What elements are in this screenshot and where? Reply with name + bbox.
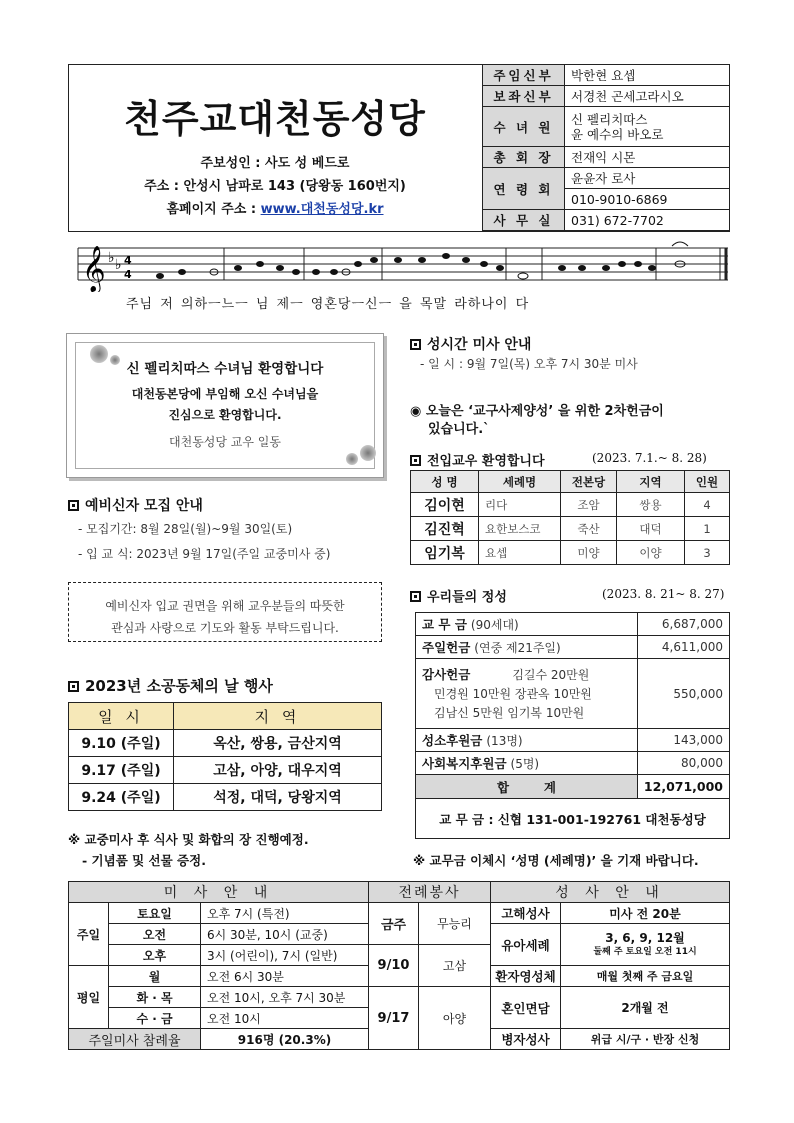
homepage-link[interactable]: www.대천동성당.kr xyxy=(260,202,384,217)
offerings-period: (2023. 8. 21~ 8. 27) xyxy=(602,587,725,601)
serve-group: 아양 xyxy=(419,987,491,1050)
community-day-title xyxy=(68,675,273,696)
teachers-period: (2023. 7.1.~ 8. 28) xyxy=(592,451,707,465)
svg-text:4: 4 xyxy=(124,268,132,281)
mass-time: 오전 10시, 오후 7시 30분 xyxy=(201,987,369,1008)
mass-time: 6시 30분, 10시 (교중) xyxy=(201,924,369,945)
table-row xyxy=(69,730,382,757)
sacrament-detail: 위급 시/구 · 반장 신청 xyxy=(561,1029,730,1050)
cell: 대덕 xyxy=(617,517,685,541)
offering-sub: (5명) xyxy=(510,757,540,771)
parish-title: 천주교대천동성당 xyxy=(124,96,426,141)
offering-amount: 4,611,000 xyxy=(637,636,729,659)
square-bullet-icon xyxy=(410,455,421,466)
table-row xyxy=(416,659,730,729)
cell: 요한보스코 xyxy=(479,517,561,541)
square-bullet-icon xyxy=(68,500,79,511)
staff-name: 신 펠리치따스 xyxy=(571,111,648,127)
sacrament-name: 혼인면담 xyxy=(491,987,561,1029)
staff-row xyxy=(483,147,730,168)
cell: 리다 xyxy=(479,493,561,517)
transfer-note: ※ 교무금 이체시 ‘성명 (세례명)’ 을 기재 바랍니다. xyxy=(413,853,699,868)
offering-amount: 143,000 xyxy=(637,729,729,752)
cell: 죽산 xyxy=(561,517,617,541)
table-row xyxy=(69,987,730,1008)
time-label: 화 · 목 xyxy=(109,987,201,1008)
welcome-inner xyxy=(75,342,375,469)
holy-hour-title xyxy=(410,334,531,354)
community-day-title-text: 2023년 소공동체의 날 행사 xyxy=(85,677,273,695)
cell: 임기복 xyxy=(411,541,479,565)
cell: 조암 xyxy=(561,493,617,517)
table-header-row xyxy=(69,703,382,730)
offering-label-cell xyxy=(416,659,638,729)
staff-role: 연 령 회 xyxy=(483,168,565,210)
weekday-label: 평일 xyxy=(69,966,109,1029)
staff-role: 보좌신부 xyxy=(483,86,565,107)
second-collection-line2: 있습니다.` xyxy=(428,422,490,437)
table-row xyxy=(69,903,730,924)
catechumen-ceremony: - 입 교 식: 2023년 9월 17일(주일 교중미사 중) xyxy=(78,547,331,561)
hymn-score xyxy=(68,236,730,316)
offering-label: 성소후원금 xyxy=(422,733,483,748)
column-header: 세례명 xyxy=(479,471,561,493)
decoration-dot xyxy=(90,345,108,363)
staff-phone: 010-9010-6869 xyxy=(565,189,730,210)
offerings-table xyxy=(415,612,730,839)
sacrament-detail: 미사 전 20분 xyxy=(561,903,730,924)
staff-name: 서경천 곤세고라시오 xyxy=(565,86,730,107)
serve-date: 9/10 xyxy=(369,945,419,987)
catechumen-note-line1: 예비신자 입교 권면을 위해 교우분들의 따뜻한 xyxy=(105,599,345,613)
sunday-label: 주일 xyxy=(69,903,109,966)
welcome-line2: 진심으로 환영합니다. xyxy=(168,408,282,422)
account-info: 교 무 금 : 신협 131-001-192761 대천동성당 xyxy=(416,799,730,839)
offering-line3: 김남신 5만원 임기복 10만원 xyxy=(434,705,585,720)
square-bullet-icon xyxy=(68,681,79,692)
header-left xyxy=(68,64,482,232)
staff-role: 총 회 장 xyxy=(483,147,565,168)
catechumen-note-line2: 관심과 사랑으로 기도와 활동 부탁드립니다. xyxy=(111,621,339,635)
event-region: 석정, 대덕, 당왕지역 xyxy=(174,784,382,811)
holy-hour-title-text: 성시간 미사 안내 xyxy=(427,337,532,353)
mass-time: 오후 7시 (특전) xyxy=(201,903,369,924)
cell: 3 xyxy=(685,541,730,565)
svg-text:♭: ♭ xyxy=(115,257,122,273)
sacrament-name: 병자성사 xyxy=(491,1029,561,1050)
teachers-title xyxy=(410,450,545,469)
table-row xyxy=(416,613,730,636)
mass-header: 미 사 안 내 xyxy=(69,882,369,903)
offering-sub: (90세대) xyxy=(470,618,519,632)
holy-hour-detail: - 일 시 : 9월 7일(목) 오후 7시 30분 미사 xyxy=(420,357,638,371)
staff-name: 박한현 요셉 xyxy=(565,65,730,86)
staff-name-cell xyxy=(565,107,730,147)
staff-name: 031) 672-7702 xyxy=(565,210,730,231)
event-date: 9.24 (주일) xyxy=(69,784,174,811)
total-row xyxy=(416,775,730,799)
cell: 김진혁 xyxy=(411,517,479,541)
serve-date: 9/17 xyxy=(369,987,419,1050)
staff-row xyxy=(483,107,730,147)
time-label: 수 · 금 xyxy=(109,1008,201,1029)
address: 주소 : 안성시 남파로 143 (당왕동 160번지) xyxy=(144,179,406,194)
second-collection-line1: ◉ 오늘은 ‘교구사제양성’ 을 위한 2차헌금이 xyxy=(410,404,664,419)
total-label: 합 계 xyxy=(416,775,638,799)
serve-date: 금주 xyxy=(369,903,419,945)
offering-amount: 6,687,000 xyxy=(637,613,729,636)
table-header-row xyxy=(69,882,730,903)
cell: 요셉 xyxy=(479,541,561,565)
staff-name-2: 윤 예수의 바오로 xyxy=(571,126,664,142)
serve-group: 고삼 xyxy=(419,945,491,987)
staff-role: 수 녀 원 xyxy=(483,107,565,147)
catechumen-title-text: 예비신자 모집 안내 xyxy=(85,498,203,514)
welcome-title: 신 펠리치따스 수녀님 환영합니다 xyxy=(126,361,324,377)
staff-row xyxy=(483,168,730,189)
sacrament-detail-cell xyxy=(561,924,730,966)
staff-row xyxy=(483,86,730,107)
offering-sub: (연중 제21주일) xyxy=(474,641,561,655)
cell: 1 xyxy=(685,517,730,541)
column-header: 지역 xyxy=(617,471,685,493)
time-label: 오후 xyxy=(109,945,201,966)
table-row xyxy=(416,752,730,775)
column-header: 인원 xyxy=(685,471,730,493)
sacrament-detail-2: 둘째 주 토요일 오전 11시 xyxy=(593,946,697,957)
new-parishioners-table xyxy=(410,470,730,565)
catechumen-period: - 모집기간: 8월 28일(월)~9월 30일(토) xyxy=(78,522,293,536)
mass-info-table xyxy=(68,881,730,1050)
sacrament-detail: 2개월 전 xyxy=(561,987,730,1029)
offering-label-cell xyxy=(416,729,638,752)
offering-label: 교 무 금 xyxy=(422,617,467,632)
staff-role: 사 무 실 xyxy=(483,210,565,231)
sacrament-name: 유아세례 xyxy=(491,924,561,966)
sacrament-detail: 3, 6, 9, 12월 xyxy=(605,930,685,945)
decoration-dot xyxy=(110,355,120,365)
homepage xyxy=(68,198,482,217)
square-bullet-icon xyxy=(410,339,421,350)
event-date: 9.17 (주일) xyxy=(69,757,174,784)
catechumen-note xyxy=(68,582,382,642)
time-label: 월 xyxy=(109,966,201,987)
offering-sub: 김길수 20만원 xyxy=(512,667,590,682)
offering-label: 감사헌금 xyxy=(422,666,471,682)
teachers-title-text: 전입교우 환영합니다 xyxy=(427,454,545,469)
offering-label-cell xyxy=(416,636,638,659)
event-date: 9.10 (주일) xyxy=(69,730,174,757)
welcome-box xyxy=(66,333,384,478)
sacrament-name: 환자영성체 xyxy=(491,966,561,987)
welcome-line1: 대천동본당에 부임해 오신 수녀님을 xyxy=(131,387,319,401)
offering-line2: 민경원 10만원 장관옥 10만원 xyxy=(434,686,592,701)
svg-text:4: 4 xyxy=(124,254,132,267)
cell: 미양 xyxy=(561,541,617,565)
svg-text:𝄞: 𝄞 xyxy=(82,246,106,292)
staff-row xyxy=(483,210,730,231)
offering-sub: (13명) xyxy=(486,734,523,748)
decoration-dot xyxy=(346,453,358,465)
serve-header: 전례봉사 xyxy=(369,882,491,903)
table-row xyxy=(411,517,730,541)
sacrament-name: 고해성사 xyxy=(491,903,561,924)
staff-row xyxy=(483,65,730,86)
total-amount: 12,071,000 xyxy=(637,775,729,799)
offering-amount: 80,000 xyxy=(637,752,729,775)
mass-time: 오전 10시 xyxy=(201,1008,369,1029)
decoration-dot xyxy=(360,445,376,461)
hymn-lyrics: 주님 저 의하ㅡ느ㅡ 님 제ㅡ 영혼당ㅡ신ㅡ 을 목말 라하나이 다 xyxy=(126,297,530,312)
offering-label: 주일헌금 xyxy=(422,640,471,655)
patron-saint: 주보성인 : 사도 성 베드로 xyxy=(200,156,350,171)
welcome-sign: 대천동성당 교우 일동 xyxy=(169,435,281,449)
table-row xyxy=(411,493,730,517)
table-header-row xyxy=(411,471,730,493)
column-header: 지 역 xyxy=(174,703,382,730)
attendance-value: 916명 (20.3%) xyxy=(201,1029,369,1050)
catechumen-title xyxy=(68,495,203,515)
table-row xyxy=(69,784,382,811)
cell: 이양 xyxy=(617,541,685,565)
column-header: 전본당 xyxy=(561,471,617,493)
event-region: 옥산, 쌍용, 금산지역 xyxy=(174,730,382,757)
staff-table xyxy=(482,64,730,231)
time-label: 오전 xyxy=(109,924,201,945)
offering-label-cell xyxy=(416,613,638,636)
staff-role: 주임신부 xyxy=(483,65,565,86)
cell: 4 xyxy=(685,493,730,517)
cell: 쌍용 xyxy=(617,493,685,517)
attendance-label: 주일미사 참례율 xyxy=(69,1029,201,1050)
offering-amount: 550,000 xyxy=(637,659,729,729)
time-label: 토요일 xyxy=(109,903,201,924)
table-row xyxy=(69,757,382,784)
offerings-title-text: 우리들의 정성 xyxy=(427,590,507,605)
sacrament-header: 성 사 안 내 xyxy=(491,882,730,903)
offering-label: 사회복지후원금 xyxy=(422,756,507,771)
offerings-title xyxy=(410,586,507,605)
table-row xyxy=(416,729,730,752)
table-row xyxy=(416,636,730,659)
staff-name: 전재익 시몬 xyxy=(565,147,730,168)
homepage-label: 홈페이지 주소 : xyxy=(166,202,261,217)
svg-text:♭: ♭ xyxy=(108,250,115,266)
table-row xyxy=(411,541,730,565)
serve-group: 무능리 xyxy=(419,903,491,945)
community-note1: ※ 교중미사 후 식사 및 화합의 장 진행예정. xyxy=(68,832,309,847)
sacrament-detail: 매월 첫째 주 금요일 xyxy=(561,966,730,987)
square-bullet-icon xyxy=(410,591,421,602)
offering-label-cell xyxy=(416,752,638,775)
community-day-table xyxy=(68,702,382,811)
column-header: 일 시 xyxy=(69,703,174,730)
mass-time: 오전 6시 30분 xyxy=(201,966,369,987)
staff-name: 윤윤자 로사 xyxy=(565,168,730,189)
account-row xyxy=(416,799,730,839)
mass-time: 3시 (어린이), 7시 (일반) xyxy=(201,945,369,966)
event-region: 고삼, 아양, 대우지역 xyxy=(174,757,382,784)
column-header: 성 명 xyxy=(411,471,479,493)
music-staff xyxy=(68,236,730,292)
cell: 김이현 xyxy=(411,493,479,517)
community-note2: - 기념품 및 선물 증정. xyxy=(82,853,206,868)
